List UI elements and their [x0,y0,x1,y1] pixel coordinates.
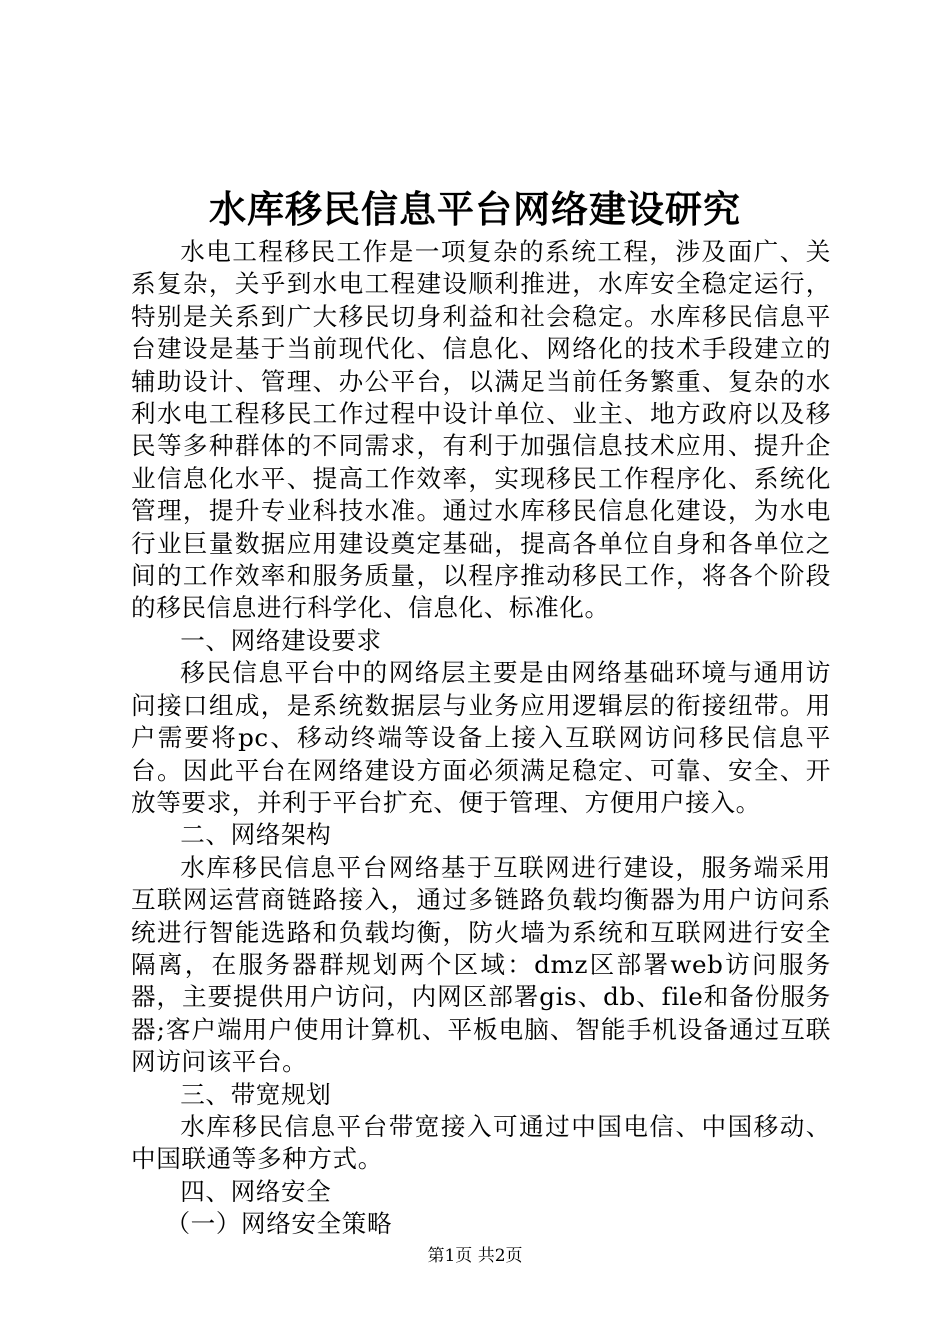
document-body [131,236,831,1241]
network-architecture-paragraph: 水库移民信息平台网络基于互联网进行建设，服务端采用互联网运营商链路接入，通过多链路负载均衡器为用户访问系统进行智能选路和负载均衡，防火墙为系统和互联网进行安全隔离，在服务器群规划两个区域：dmz区部署web访问服务器，主要提供用户访问，内网区部署gis、db、file和备份服务器;客户端用户使用计算机、平板电脑、智能手机设备通过互联网访问该平台。 [131,852,831,1077]
document-title: 水库移民信息平台网络建设研究 [209,187,741,231]
intro-paragraph: 水电工程移民工作是一项复杂的系统工程，涉及面广、关系复杂，关乎到水电工程建设顺利推进，水库安全稳定运行，特别是关系到广大移民切身利益和社会稳定。水库移民信息平台建设是基于当前现代化、信息化、网络化的技术手段建立的辅助设计、管理、办公平台，以满足当前任务繁重、复杂的水利水电工程移民工作过程中设计单位、业主、地方政府以及移民等多种群体的不同需求，有利于加强信息技术应用、提升企业信息化水平、提高工作效率，实现移民工作程序化、系统化管理，提升专业科技水准。通过水库移民信息化建设，为水电行业巨量数据应用建设奠定基础，提高各单位自身和各单位之间的工作效率和服务质量，以程序推动移民工作，将各个阶段的移民信息进行科学化、信息化、标准化。 [131,237,831,623]
bandwidth-planning-paragraph: 水库移民信息平台带宽接入可通过中国电信、中国移动、中国联通等多种方式。 [131,1111,831,1174]
section-heading-network-security: 四、网络安全 [180,1176,332,1206]
network-requirements-paragraph: 移民信息平台中的网络层主要是由网络基础环境与通用访问接口组成，是系统数据层与业务应用逻辑层的衔接纽带。用户需要将pc、移动终端等设备上接入互联网访问移民信息平台。因此平台在网络建设方面必须满足稳定、可靠、安全、开放等要求，并利于平台扩充、便于管理、方便用户接入。 [131,658,831,817]
section-heading-network-architecture: 二、网络架构 [180,820,332,850]
subsection-heading-security-strategy: （一）网络安全策略 [165,1209,393,1239]
section-heading-bandwidth-planning: 三、带宽规划 [180,1079,332,1109]
page-footer: 第1页 共2页 [427,1246,523,1266]
section-heading-network-requirements: 一、网络建设要求 [180,625,382,655]
